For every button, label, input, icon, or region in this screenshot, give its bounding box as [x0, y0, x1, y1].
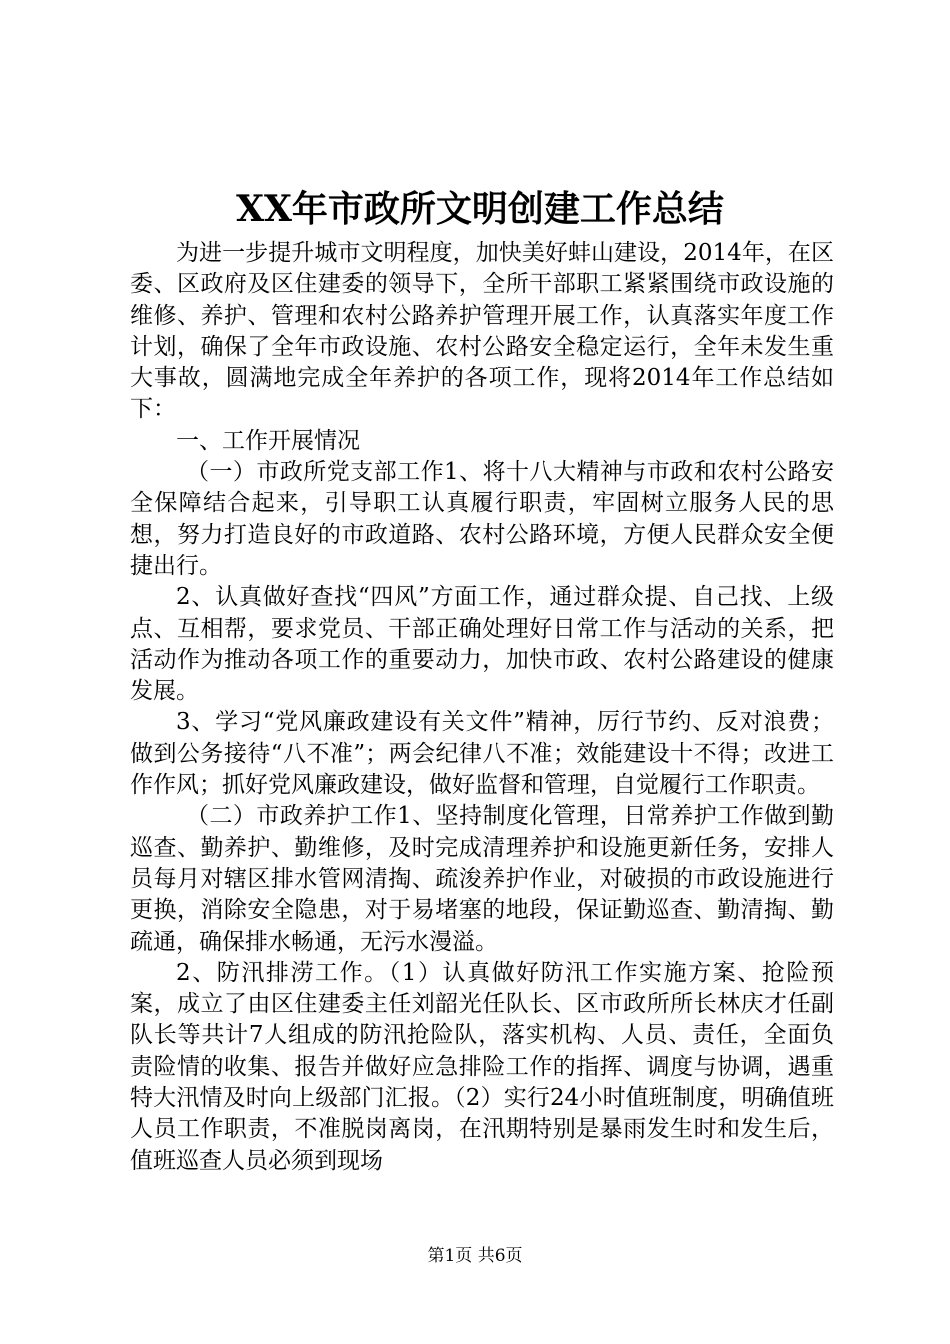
page-number-footer: 第1页 共6页 — [427, 1246, 523, 1266]
paragraph-maintenance: （二）市政养护工作1、坚持制度化管理，日常养护工作做到勤巡查、勤养护、勤维修，及时完成清理养护和设施更新任务，安排人员每月对辖区排水管网清掏、疏浚养护作业，对破损的市政设施进行更换，消除安全隐患，对于易堵塞的地段，保证勤巡查、勤清掏、勤疏通，确保排水畅通，无污水漫溢。 — [130, 803, 834, 955]
paragraph-flood-control: 2、防汛排涝工作。（1）认真做好防汛工作实施方案、抢险预案，成立了由区住建委主任刘韶光任队长、区市政所所长林庆才任副队长等共计7人组成的防汛抢险队，落实机构、人员、责任，全面负责险情的收集、报告并做好应急排险工作的指挥、调度与协调，遇重特大汛情及时向上级部门汇报。（2）实行24小时值班制度，明确值班人员工作职责，不准脱岗离岗，在汛期特别是暴雨发生时和发生后，值班巡查人员必须到现场 — [130, 959, 834, 1174]
paragraph-integrity: 3、学习“党风廉政建设有关文件”精神，厉行节约、反对浪费；做到公务接待“八不准”；两会纪律八不准；效能建设十不得；改进工作作风；抓好党风廉政建设，做好监督和管理，自觉履行工作职责。 — [130, 709, 834, 799]
section-heading-work-status: 一、工作开展情况 — [176, 427, 360, 454]
paragraph-intro: 为进一步提升城市文明程度，加快美好蚌山建设，2014年，在区委、区政府及区住建委的领导下，全所干部职工紧紧围绕市政设施的维修、养护、管理和农村公路养护管理开展工作，认真落实年度工作计划，确保了全年市政设施、农村公路安全稳定运行，全年未发生重大事故，圆满地完成全年养护的各项工作，现将2014年工作总结如下： — [130, 240, 834, 423]
document-title: XX年市政所文明创建工作总结 — [236, 188, 724, 230]
paragraph-four-winds: 2、认真做好查找“四风”方面工作，通过群众提、自己找、上级点、互相帮，要求党员、干部正确处理好日常工作与活动的关系，把活动作为推动各项工作的重要动力，加快市政、农村公路建设的健康发展。 — [130, 584, 834, 705]
document-body — [130, 238, 834, 1177]
paragraph-party-branch: （一）市政所党支部工作1、将十八大精神与市政和农村公路安全保障结合起来，引导职工认真履行职责，牢固树立服务人民的思想，努力打造良好的市政道路、农村公路环境，方便人民群众安全便捷出行。 — [130, 459, 834, 579]
